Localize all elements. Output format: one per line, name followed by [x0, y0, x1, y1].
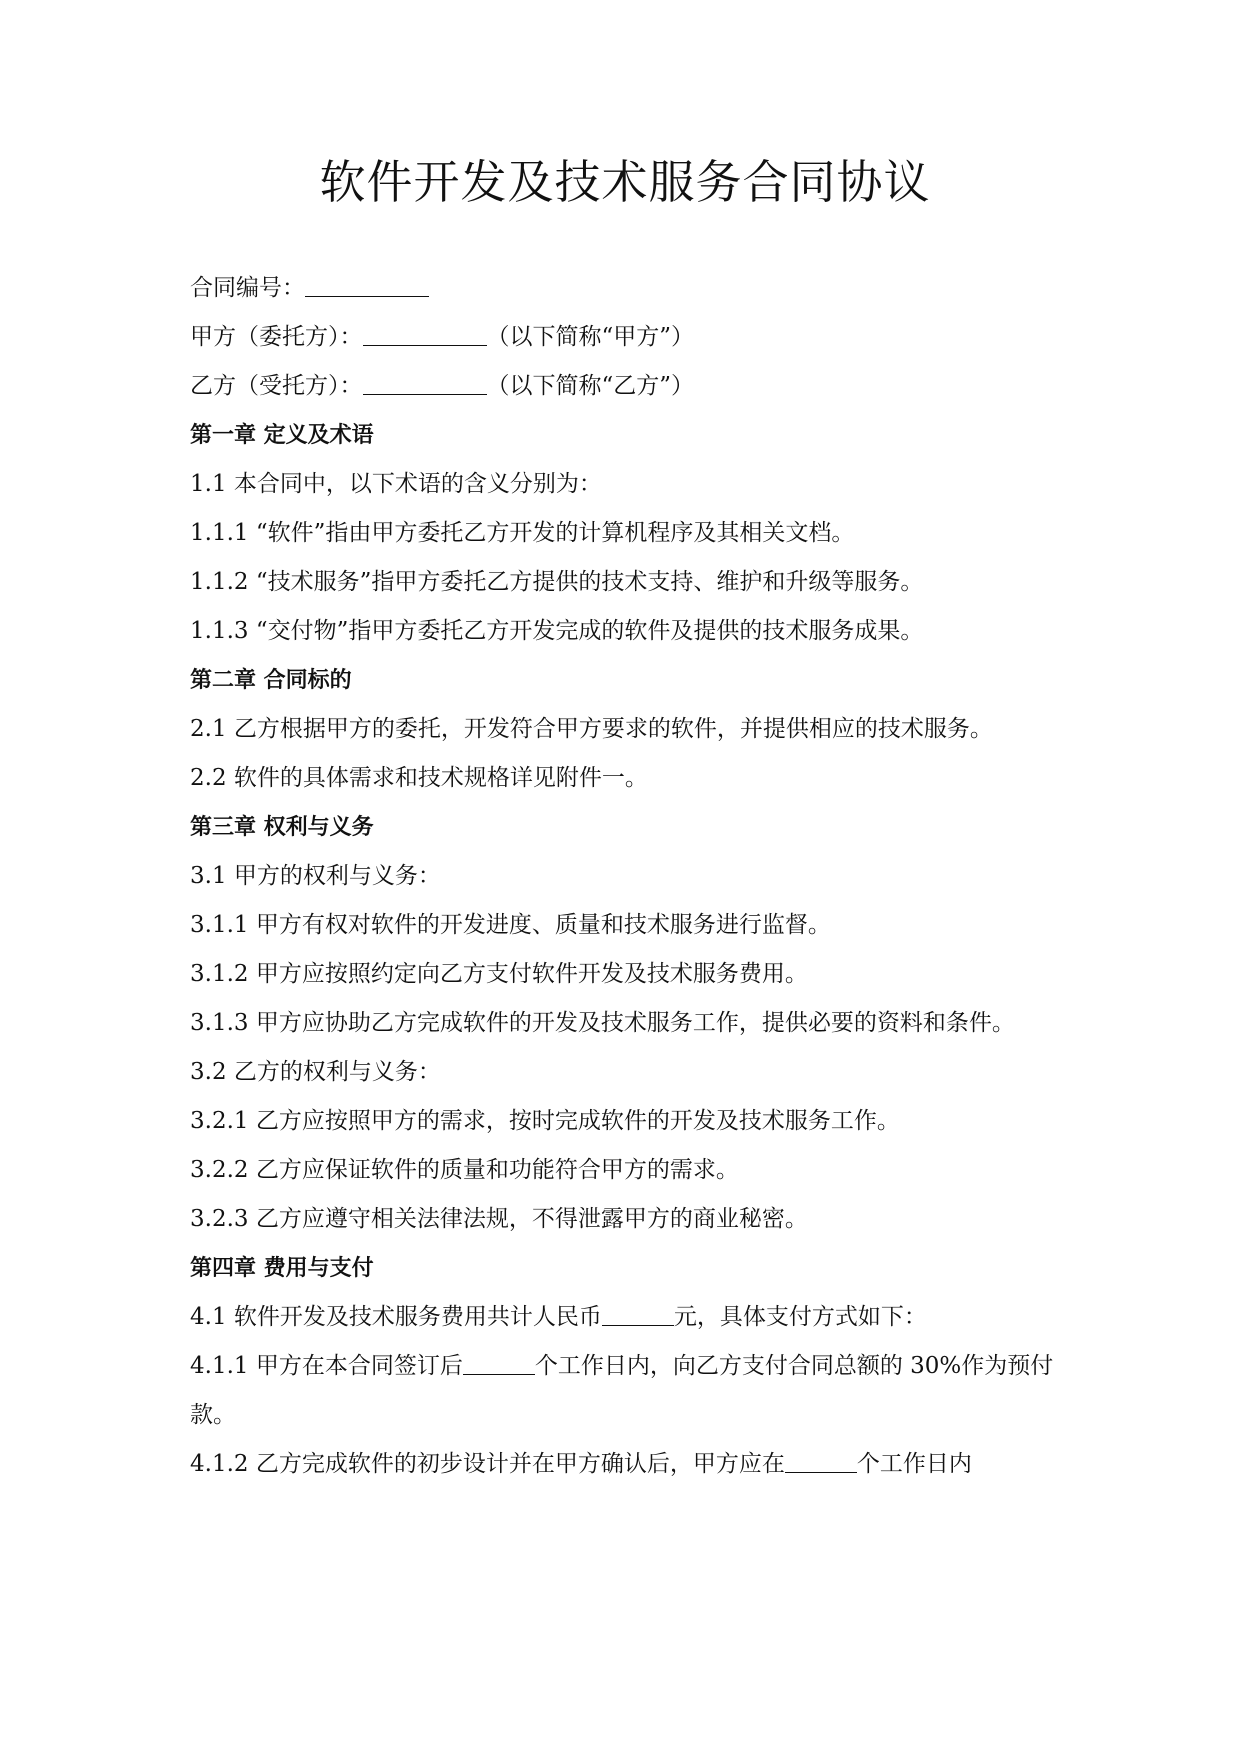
clause-3-2-3: 3.2.3 乙方应遵守相关法律法规，不得泄露甲方的商业秘密。 [190, 1206, 808, 1232]
chapter-1-heading: 第一章 定义及术语 [190, 423, 374, 448]
party-a-line [190, 313, 1060, 362]
document-title: 软件开发及技术服务合同协议 [319, 155, 931, 209]
clause-4-1-text-start: 4.1 软件开发及技术服务费用共计人民币 [190, 1304, 602, 1330]
contract-number-line [190, 264, 1060, 313]
party-a-label: 甲方（委托方）： [190, 324, 363, 350]
contract-number-blank [305, 272, 429, 297]
amount-blank [602, 1301, 674, 1326]
clause-3-1-3: 3.1.3 甲方应协助乙方完成软件的开发及技术服务工作，提供必要的资料和条件。 [190, 1010, 1015, 1036]
clause-1-1: 1.1 本合同中，以下术语的含义分别为： [190, 471, 602, 497]
clause-4-1-1 [190, 1342, 1060, 1440]
chapter-2-heading: 第二章 合同标的 [190, 668, 352, 693]
days-blank-1 [463, 1350, 535, 1375]
clause-1-1-1: 1.1.1 “软件”指由甲方委托乙方开发的计算机程序及其相关文档。 [190, 520, 855, 546]
clause-2-2: 2.2 软件的具体需求和技术规格详见附件一。 [190, 765, 648, 791]
clause-3-1-1: 3.1.1 甲方有权对软件的开发进度、质量和技术服务进行监督。 [190, 912, 831, 938]
clause-1-1-2: 1.1.2 “技术服务”指甲方委托乙方提供的技术支持、维护和升级等服务。 [190, 569, 924, 595]
party-b-suffix: （以下简称“乙方”） [486, 373, 695, 399]
contract-number-label: 合同编号： [190, 275, 305, 301]
clause-4-1-text-end: 元，具体支付方式如下： [673, 1304, 927, 1330]
party-b-line [190, 362, 1060, 411]
chapter-4-heading: 第四章 费用与支付 [190, 1256, 374, 1281]
chapter-3-heading: 第三章 权利与义务 [190, 815, 374, 840]
clause-4-1 [190, 1293, 1060, 1342]
party-b-label: 乙方（受托方）： [190, 373, 363, 399]
clause-3-2-2: 3.2.2 乙方应保证软件的质量和功能符合甲方的需求。 [190, 1157, 739, 1183]
clause-4-1-2 [190, 1440, 1060, 1489]
clause-1-1-3: 1.1.3 “交付物”指甲方委托乙方开发完成的软件及提供的技术服务成果。 [190, 618, 924, 644]
party-b-blank [363, 370, 487, 395]
clause-4-1-1-text-end: 个工作日内，向乙方支付合同总额的 30%作为预付款。 [190, 1353, 1054, 1428]
clause-4-1-1-text-start: 4.1.1 甲方在本合同签订后 [190, 1353, 463, 1379]
clause-4-1-2-text-start: 4.1.2 乙方完成软件的初步设计并在甲方确认后，甲方应在 [190, 1451, 785, 1477]
party-a-blank [363, 321, 487, 346]
clause-3-2-1: 3.2.1 乙方应按照甲方的需求，按时完成软件的开发及技术服务工作。 [190, 1108, 900, 1134]
clause-4-1-2-text-end: 个工作日内 [856, 1451, 972, 1477]
clause-3-1-2: 3.1.2 甲方应按照约定向乙方支付软件开发及技术服务费用。 [190, 961, 808, 987]
clause-3-2: 3.2 乙方的权利与义务： [190, 1059, 441, 1085]
party-a-suffix: （以下简称“甲方”） [486, 324, 695, 350]
clause-3-1: 3.1 甲方的权利与义务： [190, 863, 441, 889]
days-blank-2 [785, 1448, 857, 1473]
clause-2-1: 2.1 乙方根据甲方的委托，开发符合甲方要求的软件，并提供相应的技术服务。 [190, 716, 993, 742]
